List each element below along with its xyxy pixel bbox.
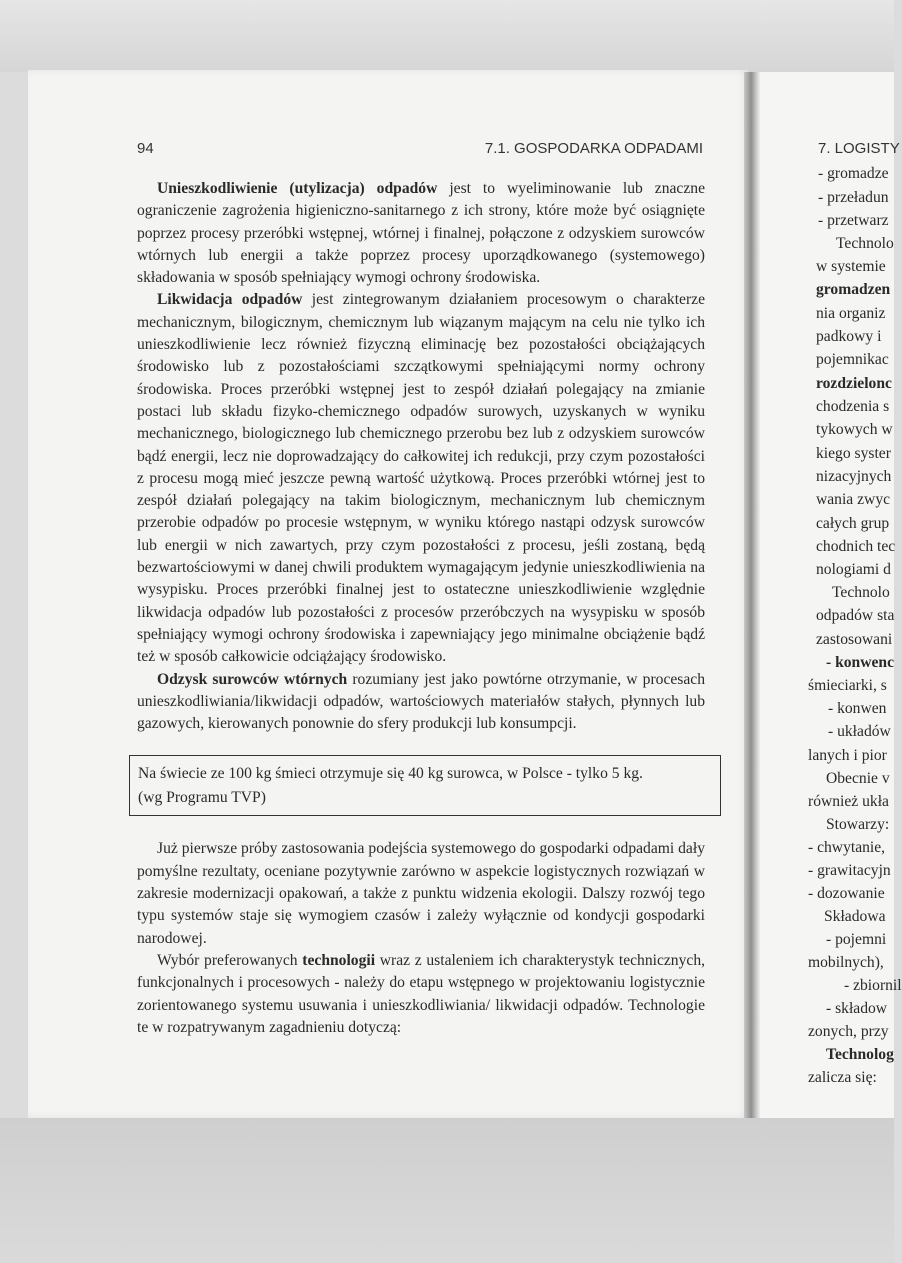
right-page-line: Stowarzy:: [826, 816, 890, 833]
right-page-line: nia organiz: [816, 305, 886, 322]
right-page-line: śmieciarki, s: [808, 677, 887, 694]
term-technologii: technologii: [302, 951, 376, 969]
right-page-line: padkowy i: [816, 328, 882, 345]
callout-line-2: (wg Programu TVP): [138, 789, 266, 807]
right-page-line: odpadów sta: [816, 607, 895, 624]
right-page-line: chodzenia s: [816, 398, 890, 415]
paragraph-technologie: Wybór preferowanych technologii wraz z ustaleniem ich charakterystyk technicznych, funkcjonalnych i procesowych - należy do etapu wstępnego w projektowaniu logistycznie zorientowanego systemu usuwania i unieszkodliwiania/ likwidacji odpadów. Technologie te w rozpatrywanym zagadnieniu dotyczą:: [137, 951, 706, 1036]
right-page-line: - pojemni: [826, 931, 887, 948]
right-page: [760, 72, 902, 1118]
right-page-line: Technolog: [826, 1046, 894, 1063]
scan-background-top: [0, 0, 894, 72]
right-page-line: gromadzen: [816, 281, 891, 298]
right-page-line: rozdzielonc: [816, 375, 892, 392]
right-page-line: - konwen: [828, 700, 887, 717]
right-page-line: Technolo: [832, 584, 890, 601]
right-running-head: 7. LOGISTY: [818, 140, 900, 157]
right-page-line: - dozowanie: [808, 885, 885, 902]
right-page-line: zastosowani: [816, 631, 893, 648]
right-page-line: zonych, przy: [808, 1023, 889, 1040]
scan-background-bottom: [0, 1118, 894, 1263]
right-page-line: pojemnikac: [816, 351, 889, 368]
right-page-line: nologiami d: [816, 561, 891, 578]
right-page-line: - zbiornil: [844, 977, 902, 994]
right-page-line: - przeładun: [818, 189, 889, 206]
term-unieszkodliwienie: Unieszkodliwienie (utylizacja) odpadów: [157, 180, 438, 197]
right-page-line: - konwenc: [826, 654, 895, 671]
right-page-line: mobilnych),: [808, 954, 884, 971]
right-page-line: Technolo: [836, 235, 894, 252]
right-page-line: lanych i pior: [808, 747, 887, 764]
right-page-line: - chwytanie,: [808, 839, 886, 856]
paragraph-odzysk: Odzysk surowców wtórnych rozumiany jest jako powtórne otrzymanie, w procesach unieszkodliwiania/likwidacji odpadów, wartościowych materiałów stałych, płynnych lub gazowych, kierowanych ponownie do sfery produkcji lub konsumpcji.: [137, 670, 705, 733]
right-page-line: zalicza się:: [808, 1069, 877, 1086]
right-page-line: Składowa: [824, 908, 886, 925]
paragraph-likwidacja: Likwidacja odpadów jest zintegrowanym działaniem procesowym o charakterze mechanicznym, bilogicznym, chemicznym lub wiązanym mającym na celu nie tylko ich unieszkodliwienie lecz również fizyczną eliminację bez pozostałości obciążających środowisko lub z pozostałościami szczątkowymi spełniającymi normy ochrony środowiska. Proces przeróbki wstępnej jest to zespół działań polegający na zmianie postaci lub składu fizyko-chemicznego odpadów surowych, uzyskanych w wyniku mechanicznego, biologicznego lub chemicznego przerobu bez lub z odzyskiem surowców bądź energii, lecz nie doprowadzający do całkowitej ich redukcji, przy czym pozostałości z procesu mogą mieć jeszcze pewną wartość użytkową. Proces przeróbki wtórnej jest to zespół działań polegający na takim biologicznym, mechanicznym lub chemicznym przerobie odpadów po procesie wstępnym, w wyniku którego nastąpi odzysk surowców lub energii w nich zawartych, przy czym pozostałości z procesu, jeśli zostaną, będą bezwartościowymi w danej chwili produktem wymagającym jedynie unieszkodliwienia na wysypisku. Proces przeróbki finalnej jest to ostateczne unieszkodliwienie względnie likwidacja odpadów lub pozostałości z procesów przeróbczych na wysypisku w sposób spełniający wymogi ochrony środowiska i zapewniający jego minimalne obciążenie bądź też w sposób całkowicie odciążający środowisko.: [137, 291, 705, 666]
right-page-line: - układów: [828, 723, 891, 740]
left-page-body: [137, 178, 705, 1039]
right-page-line: - grawitacyjn: [808, 862, 891, 879]
callout-box: [129, 755, 721, 816]
running-head: 7.1. GOSPODARKA ODPADAMI: [484, 140, 703, 157]
term-odzysk: Odzysk surowców wtórnych: [157, 670, 348, 688]
right-page-line: tykowych w: [816, 421, 893, 438]
right-page-line: kiego syster: [816, 445, 891, 462]
term-likwidacja: Likwidacja odpadów: [157, 291, 303, 309]
right-page-line: - składow: [826, 1000, 888, 1017]
paragraph-systemowe: Już pierwsze próby zastosowania podejścia systemowego do gospodarki odpadami dały pomyślne rezultaty, oceniane pozytywnie zarówno w aspekcie logistycznych rozwiązań w zakresie modernizacji opakowań, a także z punktu widzenia ekologii. Dalszy rozwój tego typu systemów staje się wymogiem czasów i zależy wyłącznie od kondycji gospodarki narodowej.: [137, 840, 705, 947]
right-page-line: całych grup: [816, 515, 890, 532]
right-page-line: - gromadze: [818, 165, 889, 182]
book-gutter: [744, 72, 760, 1118]
callout-line-1: Na świecie ze 100 kg śmieci otrzymuje się 40 kg surowca, w Polsce - tylko 5 kg.: [138, 765, 643, 783]
right-page-line: wania zwyc: [816, 491, 891, 508]
right-page-line: również ukła: [808, 793, 889, 810]
right-page-line: - przetwarz: [818, 212, 889, 229]
right-page-line: chodnich tec: [816, 538, 896, 555]
page-number: 94: [137, 140, 154, 157]
right-page-line: nizacyjnych: [816, 468, 892, 485]
paragraph-unieszkodliwienie: Unieszkodliwienie (utylizacja) odpadów jest to wyeliminowanie lub znaczne ograniczenie zagrożenia higieniczno-sanitarnego z ich strony, które może być osiągnięte poprzez procesy przeróbki wstępnej, wtórnej i finalnej, połączone z odzyskiem surowców wtórnych lub energii a także poprzez procesy uporządkowanego (systemowego) składowania w sposób spełniający wymogi ochrony środowiska.: [137, 180, 705, 287]
right-page-line: w systemie: [816, 258, 886, 275]
right-page-line: Obecnie v: [826, 770, 890, 787]
